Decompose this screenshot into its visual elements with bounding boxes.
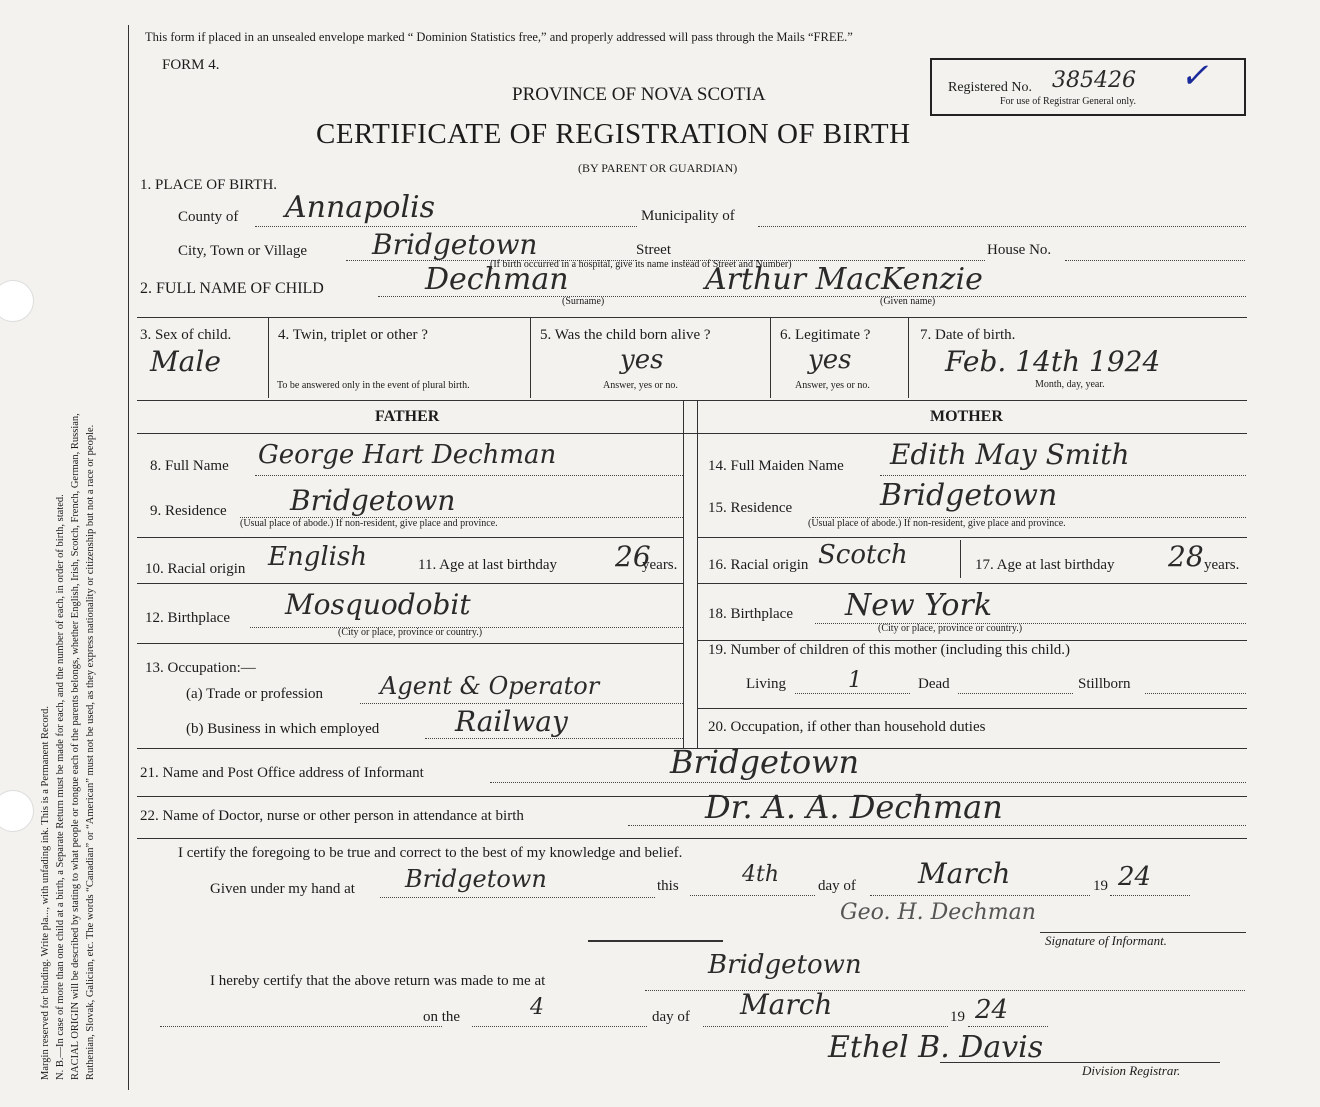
child-surname: Dechman [425,262,569,297]
registrar-note: For use of Registrar General only. [1000,96,1136,107]
mother-name-label: 14. Full Maiden Name [708,458,844,474]
registrar-year-prefix: 19 [950,1009,965,1025]
registered-number: 385426 [1052,68,1136,93]
margin-line-1: Margin reserved for binding. Write pla..., with unfading ink. This is a Permanent Record. [40,705,51,1080]
registrar-day: 4 [530,995,544,1020]
dob-label: 7. Date of birth. [920,327,1016,343]
father-name: George Hart Dechman [258,440,557,470]
surname-note: (Surname) [562,296,605,307]
this-label: this [657,878,679,894]
father-residence: Bridgetown [290,484,456,517]
certify-day: 4th [742,862,780,887]
county-value: Annapolis [285,190,436,225]
on-the-label: on the [423,1009,461,1025]
mother-race: Scotch [818,540,908,570]
city-value: Bridgetown [372,228,538,261]
mother-birthplace-label: 18. Birthplace [708,606,793,622]
registrar-year: 24 [975,995,1009,1025]
certify-text: I certify the foregoing to be true and correct to the best of my knowledge and belief. [178,845,683,861]
page-title: CERTIFICATE OF REGISTRATION OF BIRTH [316,118,911,150]
informant-label: 21. Name and Post Office address of Informant [140,765,424,781]
mother-birthplace-note: (City or place, province or country.) [878,623,1023,634]
checkmark-icon: ✓ [1180,56,1209,96]
mother-name: Edith May Smith [890,438,1130,471]
binding-hole-top [0,280,34,322]
father-residence-note: (Usual place of abode.) If non-resident, give place and province. [240,518,498,529]
father-name-label: 8. Full Name [150,458,229,474]
father-trade: Agent & Operator [380,672,600,700]
registrar-day-of-label: day of [652,1009,690,1025]
margin-line-4: Ruthenian, Slovak, Galician, etc. The words “Canadian” or “American” must not be used, as they express nationality or citizenship but not a race or people. [85,424,96,1080]
informant-value: Bridgetown [670,743,860,781]
living-value: 1 [848,668,862,693]
certify-year-prefix: 19 [1093,878,1108,894]
informant-signature-label: Signature of Informant. [1045,933,1167,948]
father-business: Railway [455,705,568,738]
father-residence-label: 9. Residence [150,503,227,519]
form-left-border [128,25,129,1090]
mother-children-label: 19. Number of children of this mother (including this child.) [708,642,1071,658]
given-note: (Given name) [880,296,936,307]
twin-note: To be answered only in the event of plural birth. [277,380,470,391]
province-heading: PROVINCE OF NOVA SCOTIA [512,84,766,105]
legitimate-label: 6. Legitimate ? [780,327,871,343]
father-age: 26 [615,540,651,573]
place-of-birth-label: 1. PLACE OF BIRTH. [140,177,278,193]
father-birthplace-label: 12. Birthplace [145,610,230,626]
page-subtitle: (BY PARENT OR GUARDIAN) [578,161,738,175]
legitimate-note: Answer, yes or no. [795,380,870,391]
binding-hole-bottom [0,790,34,832]
doctor-label: 22. Name of Doctor, nurse or other person in attendance at birth [140,808,524,824]
mother-age-label: 17. Age at last birthday [975,557,1115,573]
dead-label: Dead [918,676,950,692]
municipality-label: Municipality of [641,208,735,224]
dob-note: Month, day, year. [1035,379,1105,390]
mail-notice: This form if placed in an unsealed envelope marked “ Dominion Statistics free,” and properly addressed will pass through the Mails “FREE.” [145,30,853,44]
doctor-value: Dr. A. A. Dechman [705,788,1003,826]
father-trade-label: (a) Trade or profession [186,686,324,702]
registrar-month: March [740,988,833,1021]
father-race: English [268,542,368,572]
alive-label: 5. Was the child born alive ? [540,327,711,343]
father-race-label: 10. Racial origin [145,561,246,577]
sex-value: Male [150,345,221,378]
registrar-text: I hereby certify that the above return was made to me at [210,973,546,989]
street-label: Street [636,242,671,258]
mother-years: years. [1204,557,1240,573]
father-occupation-label: 13. Occupation:— [145,660,256,676]
father-age-label: 11. Age at last birthday [418,557,557,573]
dob-value: Feb. 14th 1924 [945,345,1161,378]
margin-line-3: RACIAL ORIGIN will be described by stating to what people or tongue each of the parents belongs, whether English, Irish, Scotch, French, German, Russian, [70,413,81,1080]
father-business-label: (b) Business in which employed [186,721,380,737]
legitimate-value: yes [808,345,852,375]
given-at-label: Given under my hand at [210,881,355,897]
mother-age: 28 [1168,540,1204,573]
registered-label: Registered No. [948,80,1032,95]
registrar-signature: Ethel B. Davis [828,1030,1044,1065]
margin-instructions [38,20,98,1080]
living-label: Living [746,676,786,692]
certify-year: 24 [1118,862,1152,892]
father-years: years. [642,557,678,573]
certify-month: March [918,857,1011,890]
alive-value: yes [620,345,664,375]
father-birthplace: Mosquodobit [285,588,471,621]
mother-occupation-label: 20. Occupation, if other than household duties [708,719,986,735]
mother-residence: Bridgetown [880,478,1058,513]
alive-note: Answer, yes or no. [603,380,678,391]
father-heading: FATHER [375,408,440,425]
registrar-signature-label: Division Registrar. [1082,1063,1181,1078]
child-given-name: Arthur MacKenzie [705,262,983,297]
father-birthplace-note: (City or place, province or country.) [338,627,483,638]
mother-residence-label: 15. Residence [708,500,793,516]
twin-label: 4. Twin, triplet or other ? [278,327,428,343]
stillborn-label: Stillborn [1078,676,1131,692]
informant-signature: Geo. H. Dechman [840,900,1036,925]
certify-day-of-label: day of [818,878,856,894]
mother-residence-note: (Usual place of abode.) If non-resident, give place and province. [808,518,1066,529]
sex-label: 3. Sex of child. [140,327,232,343]
mother-birthplace: New York [845,588,992,623]
form-number: FORM 4. [162,57,220,73]
given-at-place: Bridgetown [405,865,547,893]
county-label: County of [178,209,239,225]
child-name-label: 2. FULL NAME OF CHILD [140,280,324,297]
hospital-note: (If birth occurred in a hospital, give its name instead of Street and Number) [490,259,792,270]
margin-line-2: N. B.—In case of more than one child at a birth, a Separate Return must be made for each, and the number of each, in order of birth, stated. [55,494,66,1080]
city-label: City, Town or Village [178,243,308,259]
house-label: House No. [987,242,1052,258]
registrar-place: Bridgetown [708,950,862,980]
registered-box [930,58,1246,116]
mother-race-label: 16. Racial origin [708,557,809,573]
mother-heading: MOTHER [930,408,1003,425]
